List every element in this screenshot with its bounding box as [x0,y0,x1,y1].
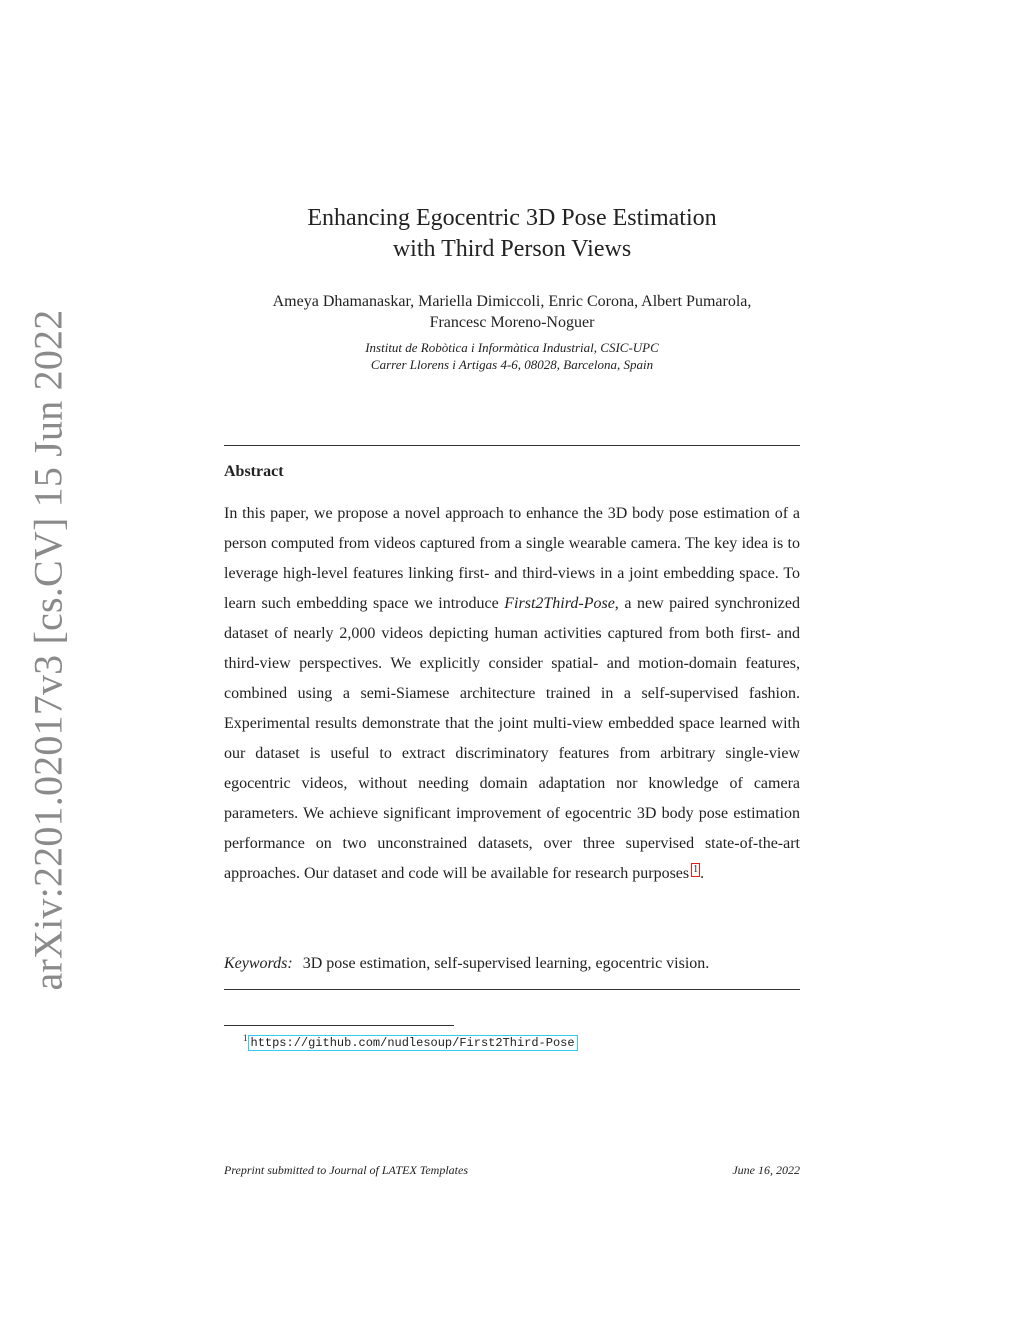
abstract-top-rule [224,445,800,446]
author-list [0,291,1024,333]
affiliation-line-1: Institut de Robòtica i Informàtica Industrial, CSIC-UPC [365,340,659,355]
footnote-mark: 1 [243,1033,248,1043]
github-url-link[interactable]: https://github.com/nudlesoup/First2Third-Pose [248,1035,578,1051]
preprint-footer: Preprint submitted to Journal of LATEX Templates [224,1163,469,1177]
dataset-name: First2Third-Pose [504,595,615,612]
paper-title [0,203,1024,265]
abstract-text-end: . [700,865,705,882]
authors-line-1: Ameya Dhamanaskar, Mariella Dimiccoli, Enric Corona, Albert Pumarola, [272,293,752,310]
affiliation [0,339,1024,373]
arxiv-identifier-stamp: arXiv:2201.02017v3 [cs.CV] 15 Jun 2022 [25,309,71,991]
abstract-text-part-2: , a new paired synchronized dataset of nearly 2,000 videos depicting human activities captured from both first- and third-view perspectives. We explicitly consider spatial- and motion-domain features, combined using a semi-Siamese architecture trained in a self-supervised fashion. Experimental results demonstrate that the joint multi-view embedded space learned with our dataset is useful to extract discriminatory features from arbitrary single-view egocentric videos, without needing domain adaptation nor knowledge of camera parameters. We achieve significant improvement of egocentric 3D body pose estimation performance on two unconstrained datasets, over three supervised state-of-the-art approaches. Our dataset and code will be available for research purposes [224,595,800,882]
footnote [243,1029,578,1052]
abstract-heading: Abstract [224,463,284,480]
footnote-rule [224,1025,454,1026]
affiliation-line-2: Carrer Llorens i Artigas 4-6, 08028, Barcelona, Spain [370,357,654,372]
footer-date: June 16, 2022 [732,1163,800,1177]
authors-line-2: Francesc Moreno-Noguer [429,314,595,331]
abstract-bottom-rule [224,989,800,990]
abstract-text-part-1: In this paper, we propose a novel approach to enhance the 3D body pose estimation of a person computed from videos captured from a single wearable camera. The key idea is to leverage high-level features linking first- and third-views in a joint embedding space. To learn such embedding space we introduce [224,505,800,612]
keywords-value: 3D pose estimation, self-supervised learning, egocentric vision. [302,955,710,972]
keywords-label: Keywords: [224,955,293,972]
abstract-text [224,499,800,889]
footnote-reference-link[interactable]: 1 [693,863,699,875]
paper-title-line-1: Enhancing Egocentric 3D Pose Estimation [307,205,717,231]
keywords [224,952,800,976]
paper-title-line-2: with Third Person Views [392,236,632,262]
